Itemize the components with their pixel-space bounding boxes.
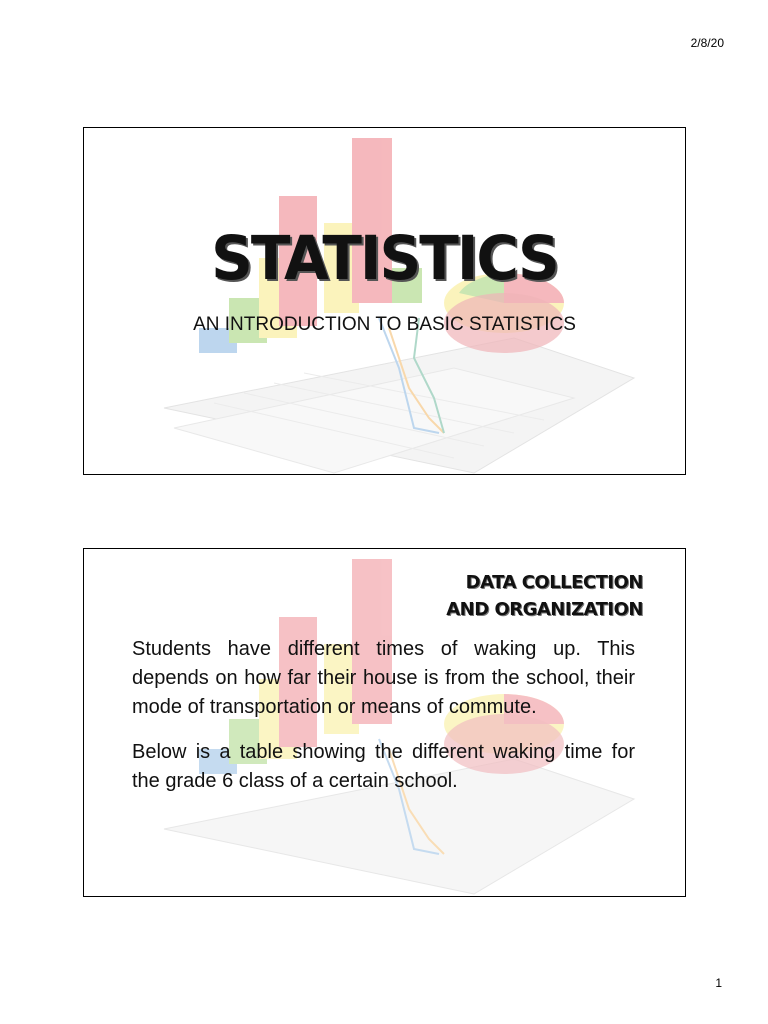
slide-heading-line2: AND ORGANIZATION xyxy=(446,599,643,620)
slide-title xyxy=(83,127,686,475)
chart-illustration xyxy=(154,128,654,475)
slide-title-heading: STATISTICS xyxy=(211,222,558,294)
slide-subtitle: AN INTRODUCTION TO BASIC STATISTICS xyxy=(193,314,576,335)
slide-heading-line1: DATA COLLECTION xyxy=(465,572,643,593)
slide-body xyxy=(132,635,635,812)
body-paragraph: Students have different times of waking up. This depends on how far their house is from the school, their mode of transportation or means of commute. xyxy=(132,638,635,718)
page-number: 1 xyxy=(715,976,722,990)
body-paragraph: Below is a table showing the different waking time for the grade 6 class of a certain school. xyxy=(132,741,635,792)
page-date: 2/8/20 xyxy=(690,36,724,50)
slide-heading xyxy=(446,569,643,623)
slide-data-collection xyxy=(83,548,686,897)
